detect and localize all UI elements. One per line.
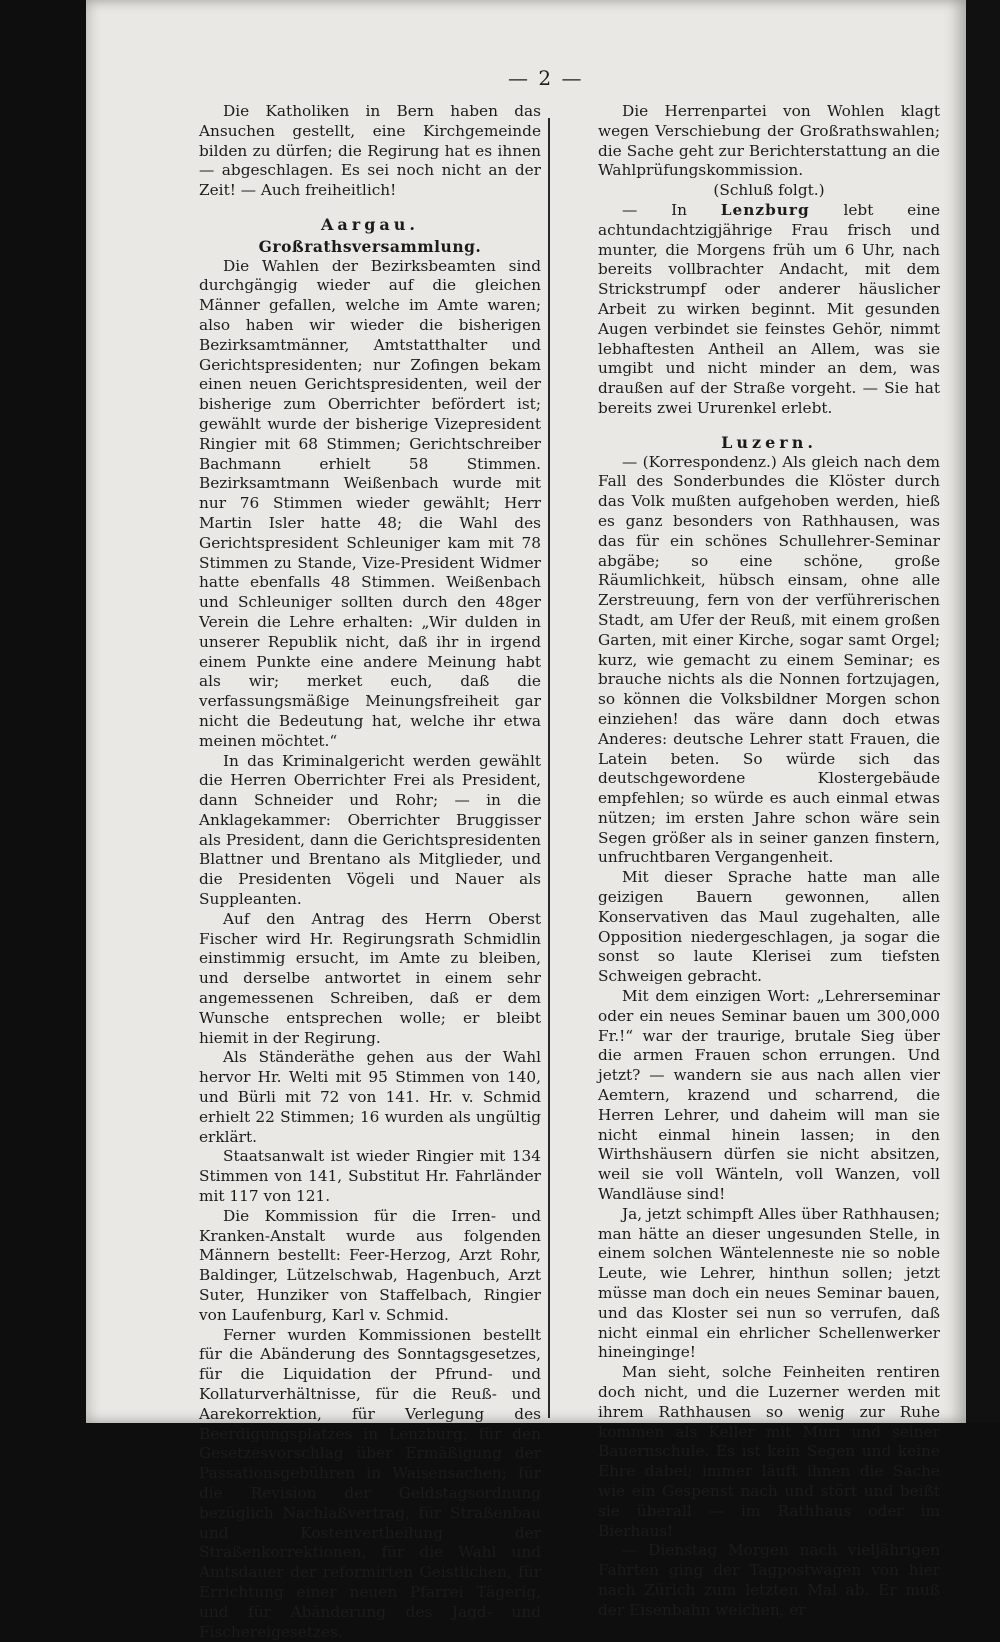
- article-paragraph: Als Ständeräthe gehen aus der Wahl hervor Hr. Welti mit 95 Stimmen von 140, und Bürli mit 72 von 141. Hr. v. Schmid erhielt 22 Stimmen; 16 wurden als ungültig erklärt.: [199, 1048, 541, 1146]
- lenzburg-prefix: — In: [622, 200, 721, 219]
- article-paragraph: — (Korrespondenz.) Als gleich nach dem Fall des Sonderbundes die Klöster durch das Volk mußten aufgehoben werden, hieß es ganz besonders von Rathhausen, was das für ein schönes Schullehrer-Seminar abgäbe; so eine schöne, große Räumlichkeit, hübsch einsam, ohne alle Zerstreuung, fern von der verführerischen Stadt, am Ufer der Reuß, mit einem großen Garten, mit einer Kirche, sogar samt Orgel; kurz, wie gemacht zu einem Seminar; es brauche nichts als die Nonnen fortzujagen, so können die Volksbildner Morgen schon einziehen! das wäre dann doch etwas Anderes: deutsche Lehrer statt Frauen, die Latein beten. So würde sich das deutschgewordene Klostergebäude empfehlen; so würde es auch einmal etwas nützen; im ersten Jahre schon wäre sein Segen größer als in seiner ganzen finstern, unfruchtbaren Vergangenheit.: [598, 452, 940, 867]
- article-paragraph: Ja, jetzt schimpft Alles über Rathhausen; man hätte an dieser ungesunden Stelle, in einem solchen Wäntelenneste nie so noble Leute, wie Lehrer, hinthun sollen; jetzt müsse man doch ein neues Seminar bauen, und das Kloster sei nun so verrufen, daß nicht einmal ein ehrlicher Schellenwerker hineinginge!: [598, 1204, 940, 1362]
- article-paragraph: Mit dieser Sprache hatte man alle geizigen Bauern gewonnen, allen Konservativen das Maul zugehalten, alle Opposition niedergeschlagen, ja sogar die sonst so laute Klerisei zum tiefsten Schweigen gebracht.: [598, 868, 940, 986]
- article-paragraph: Man sieht, solche Feinheiten rentiren doch nicht, und die Luzerner werden mit ihrem Rathhausen so wenig zur Ruhe kommen als Keller mit Muri und seiner Bauernschule. Es ist kein Segen und keine Ehre dabei; immer läuft ihnen die Sache wie ein Gespenst nach und stört und beißt sie überall — im Rathhaus oder im Bierhaus!: [598, 1363, 940, 1540]
- lenzburg-place: Lenzburg: [720, 200, 810, 219]
- article-paragraph: Die Kommission für die Irren- und Kranken-Anstalt wurde aus folgenden Männern bestellt: Feer-Herzog, Arzt Rohr, Baldinger, Lützelschwab, Hagenbuch, Arzt Suter, Hunziker von Staffelbach, Ringier von Laufenburg, Karl v. Schmid.: [199, 1206, 541, 1324]
- article-paragraph: — Dienstag Morgen nach vieljährigen Fahrten ging der Tagpostwagen von hier nach Zürich zum letzten Mal ab. Er muß der Eisenbahn weichen, er: [598, 1541, 940, 1619]
- wohlen-article: Die Herrenpartei von Wohlen klagt wegen Verschiebung der Großrathswahlen; die Sache geht zur Berichterstattung an die Wahlprüfungskommission.: [598, 102, 940, 180]
- section-heading-aargau: Aargau.: [321, 214, 419, 234]
- scan-border: [966, 0, 1000, 1423]
- article-paragraph: Ferner wurden Kommissionen bestellt für die Abänderung des Sonntagsgesetzes, für die Liquidation der Pfrund- und Kollaturverhältnisse, für die Reuß- und Aarekorrektion, für Verlegung des Beerdigungsplatzes in Lenzburg, für den Gesetzesvorschlag über Ermäßigung der Passationsgebühren in Waisensachen; für die Revision der Geldstagsordnung bezüglich Nachlaßvertrag, für Straßenbau und Kostenvertheilung der Straßenkorrektionen, für die Wahl und Amtsdauer der reformirten Geistlichen, für Errichtung einer neuen Pfarrei Tägerig, und für Abänderung des Jagd- und Fischereigesetzes.: [199, 1325, 541, 1641]
- right-column: [598, 102, 940, 1621]
- section-heading-luzern: Luzern.: [721, 432, 817, 452]
- column-divider: [548, 118, 550, 1418]
- section-subheading-grossrath: Großrathsversammlung.: [258, 236, 482, 256]
- article-paragraph: Mit dem einzigen Wort: „Lehrerseminar oder ein neues Seminar bauen um 300,000 Fr.!“ war der traurige, brutale Sieg über die armen Frauen schon errungen. Und jetzt? — wandern sie aus nach allen vier Aemtern, krazend und scharrend, die Herren Lehrer, und daheim will man sie nicht einmal hinein lassen; in den Wirthshäusern dürfen sie nicht absitzen, weil sie voll Wänteln, voll Wanzen, voll Wandläuse sind!: [598, 987, 940, 1204]
- lenzburg-article: [598, 201, 940, 419]
- lenzburg-text: lebt eine achtundachtzigjährige Frau frisch und munter, die Morgens früh um 6 Uhr, nach bereits vollbrachter Andacht, mit dem Strickstrumpf oder anderer häuslicher Arbeit zu wirken beginnt. Mit gesunden Augen verbindet sie feinstes Gehör, nimmt lebhaftesten Antheil an Allem, was sie umgibt und nicht minder an dem, was draußen auf der Straße vorgeht. — Sie hat bereits zwei Ururenkel erlebt.: [598, 200, 940, 417]
- bern-article: Die Katholiken in Bern haben das Ansuchen gestellt, eine Kirchgemeinde bilden zu dürfen; die Regirung hat es ihnen — abgeschlagen. Es sei noch nicht an der Zeit! — Auch freiheitlich!: [199, 102, 541, 200]
- to-be-continued: (Schluß folgt.): [713, 181, 825, 200]
- article-paragraph: Staatsanwalt ist wieder Ringier mit 134 Stimmen von 141, Substitut Hr. Fahrländer mit 117 von 121.: [199, 1147, 541, 1206]
- page-number: — 2 —: [508, 66, 584, 90]
- left-column: [199, 102, 541, 1642]
- article-paragraph: Auf den Antrag des Herrn Oberst Fischer wird Hr. Regirungsrath Schmidlin einstimmig ersucht, im Amte zu bleiben, und derselbe antwortet in einem sehr angemessenen Schreiben, daß er dem Wunsche entsprechen wolle; er bleibt hiemit in der Regirung.: [199, 909, 541, 1047]
- newspaper-page: [86, 0, 966, 1641]
- article-paragraph: Die Wahlen der Bezirksbeamten sind durchgängig wieder auf die gleichen Männer gefallen, welche im Amte waren; also haben wir wieder die bisherigen Bezirksamtmänner, Amtstatthalter und Gerichtspresidenten; nur Zofingen bekam einen neuen Gerichtspresidenten, weil der bisherige zum Oberrichter befördert ist; gewählt wurde der bisherige Vizepresident Ringier mit 68 Stimmen; Gerichtschreiber Bachmann erhielt 58 Stimmen. Bezirksamtmann Weißenbach wurde mit nur 76 Stimmen wieder gewählt; Herr Martin Isler hatte 48; die Wahl des Gerichtspresident Schleuniger kam mit 78 Stimmen zu Stande, Vize-President Widmer hatte ebenfalls 48 Stimmen. Weißenbach und Schleuniger sollten durch den 48ger Verein die Lehre erhalten: „Wir dulden in unserer Republik nicht, daß ihr in irgend einem Punkte eine andere Meinung habt als wir; merket euch, daß die verfassungsmäßige Meinungsfreiheit gar nicht die Bedeutung hat, welche ihr etwa meinen möchtet.“: [199, 256, 541, 750]
- article-paragraph: In das Kriminalgericht werden gewählt die Herren Oberrichter Frei als President, dann Schneider und Rohr; — in die Anklagekammer: Oberrichter Bruggisser als President, dann die Gerichtspresidenten Blattner und Brentano als Mitglieder, und die Presidenten Vögeli und Nauer als Suppleanten.: [199, 751, 541, 909]
